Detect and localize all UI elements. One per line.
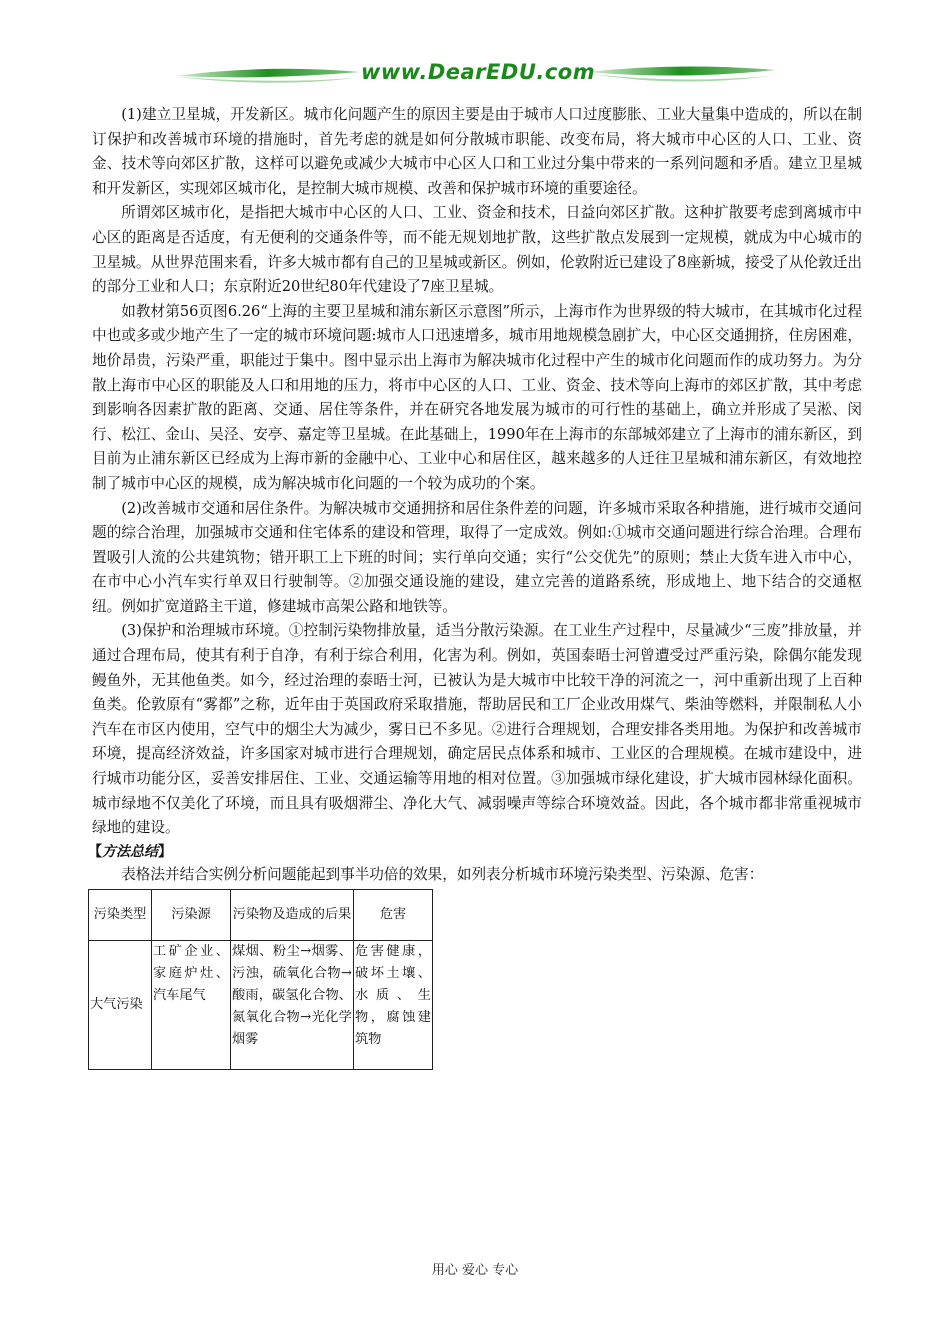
paragraph-satellite-city: (1)建立卫星城，开发新区。城市化问题产生的原因主要是由于城市人口过度膨胀、工业大量集中造成的，所以在制订保护和改善城市环境的措施时，首先考虑的就是如何分散城市职能、改变布局，将大城市中心区的人口、工业、资金、技术等向郊区扩散，这样可以避免或减少大城市中心区人口和工业过分集中带来的一系列问题和矛盾。建立卫星城和开发新区，实现郊区城市化，是控制大城市规模、改善和保护城市环境的重要途径。 (92, 106, 862, 197)
method-summary-heading: 【方法总结】 (88, 843, 172, 860)
pollution-source-cell: 工矿企业、家庭炉灶、汽车尾气 (152, 941, 231, 1070)
page-footer: 用心 爱心 专心 (431, 1263, 519, 1278)
paragraph-environment: (3)保护和治理城市环境。①控制污染物排放量，适当分散污染源。在工业生产过程中，尽量减少“三废”排放量，并通过合理布局，使其有利于自净，有利于综合利用，化害为利。例如，英国泰晤士河曾遭受过严重污染，除偶尔能发现鳗鱼外，无其他鱼类。如今，经过治理的泰晤士河，已被认为是大城市中比较干净的河流之一，河中重新出现了上百种鱼类。伦敦原有“雾都”之称，近年由于英国政府采取措施，帮助居民和工厂企业改用煤气、柴油等燃料，并限制私人小汽车在市区内使用，空气中的烟尘大为减少，雾日已不多见。②进行合理规划，合理安排各类用地。为保护和改善城市环境，提高经济效益，许多国家对城市进行合理规划，确定居民点体系和城市、工业区的合理规模。在城市建设中，进行城市功能分区，妥善安排居住、工业、交通运输等用地的相对位置。③加强城市绿化建设，扩大城市园林绿化面积。城市绿地不仅美化了环境，而且具有吸烟滞尘、净化大气、减弱噪声等综合环境效益。因此，各个城市都非常重视城市绿地的建设。 (92, 622, 862, 837)
table-header-row (89, 890, 433, 941)
paragraph-suburbanization: 所谓郊区城市化，是指把大城市中心区的人口、工业、资金和技术，日益向郊区扩散。这种扩散要考虑到离城市中心区的距离是否适度，有无便利的交通条件等，而不能无规划地扩散，这些扩散点发展到一定规模，就成为中心城市的卫星城。从世界范围来看，许多大城市都有自己的卫星城或新区。例如，伦敦附近已建设了8座新城，接受了从伦敦迁出的部分工业和人口；东京附近20世纪80年代建设了7座卫星城。 (92, 204, 862, 296)
site-url: www.DearEDU.com (361, 60, 596, 84)
pollutant-cell: 煤烟、粉尘→烟雾、污浊，硫氧化合物→酸雨，碳氢化合物、氮氧化合物→光化学烟雾 (231, 941, 354, 1070)
header-cell: 污染类型 (89, 890, 152, 941)
document-body (88, 103, 862, 1070)
harm-cell: 危害健康，破坏土壤、水质、生物，腐蚀建筑物 (354, 941, 433, 1070)
header-cell: 污染物及造成的后果 (231, 890, 354, 941)
method-intro: 表格法并结合实例分析问题能起到事半功倍的效果，如列表分析城市环境污染类型、污染源、危害： (121, 865, 764, 883)
table-row (89, 941, 433, 1070)
method-summary-title: 方法总结 (102, 843, 158, 860)
site-banner (175, 58, 775, 94)
paragraph-traffic-housing: (2)改善城市交通和居住条件。为解决城市交通拥挤和居住条件差的问题，许多城市采取各种措施，进行城市交通问题的综合治理，加强城市交通和住宅体系的建设和管理，取得了一定成效。例如:①城市交通问题进行综合治理。合理布置吸引人流的公共建筑物；错开职工上下班的时间；实行单向交通；实行“公交优先”的原则；禁止大货车进入市中心，在市中心小汽车实行单双日行驶制等。②加强交通设施的建设，建立完善的道路系统，形成地上、地下结合的交通枢纽。例如扩宽道路主干道，修建城市高架公路和地铁等。 (92, 499, 862, 615)
header-cell: 污染源 (152, 890, 231, 941)
pollution-table-wrapper (88, 889, 862, 1070)
header-cell: 危害 (354, 890, 433, 941)
pollution-type-cell: 大气污染 (89, 941, 152, 1070)
paragraph-shanghai-case: 如教材第56页图6.26“上海的主要卫星城和浦东新区示意图”所示，上海市作为世界级的特大城市，在其城市化过程中也或多或少地产生了一定的城市环境问题:城市人口迅速增多，城市用地规模急剧扩大，中心区交通拥挤，住房困难，地价昂贵，污染严重，职能过于集中。图中显示出上海市为解决城市化过程中产生的城市化问题而作的成功努力。为分散上海市中心区的职能及人口和用地的压力，将市中心区的人口、工业、资金、技术等向上海市的郊区扩散，其中考虑到影响各因素扩散的距离、交通、居住等条件，并在研究各地发展为城市的可行性的基础上，确立并形成了吴淞、闵行、松江、金山、吴泾、安亭、嘉定等卫星城。在此基础上，1990年在上海市的东部城郊建立了上海市的浦东新区，到目前为止浦东新区已经成为上海市新的金融中心、工业中心和居住区，越来越多的人迁往卫星城和浦东新区，有效地控制了城市中心区的规模，成为解决城市化问题的一个较为成功的个案。 (92, 302, 862, 492)
pollution-table (88, 889, 433, 1070)
